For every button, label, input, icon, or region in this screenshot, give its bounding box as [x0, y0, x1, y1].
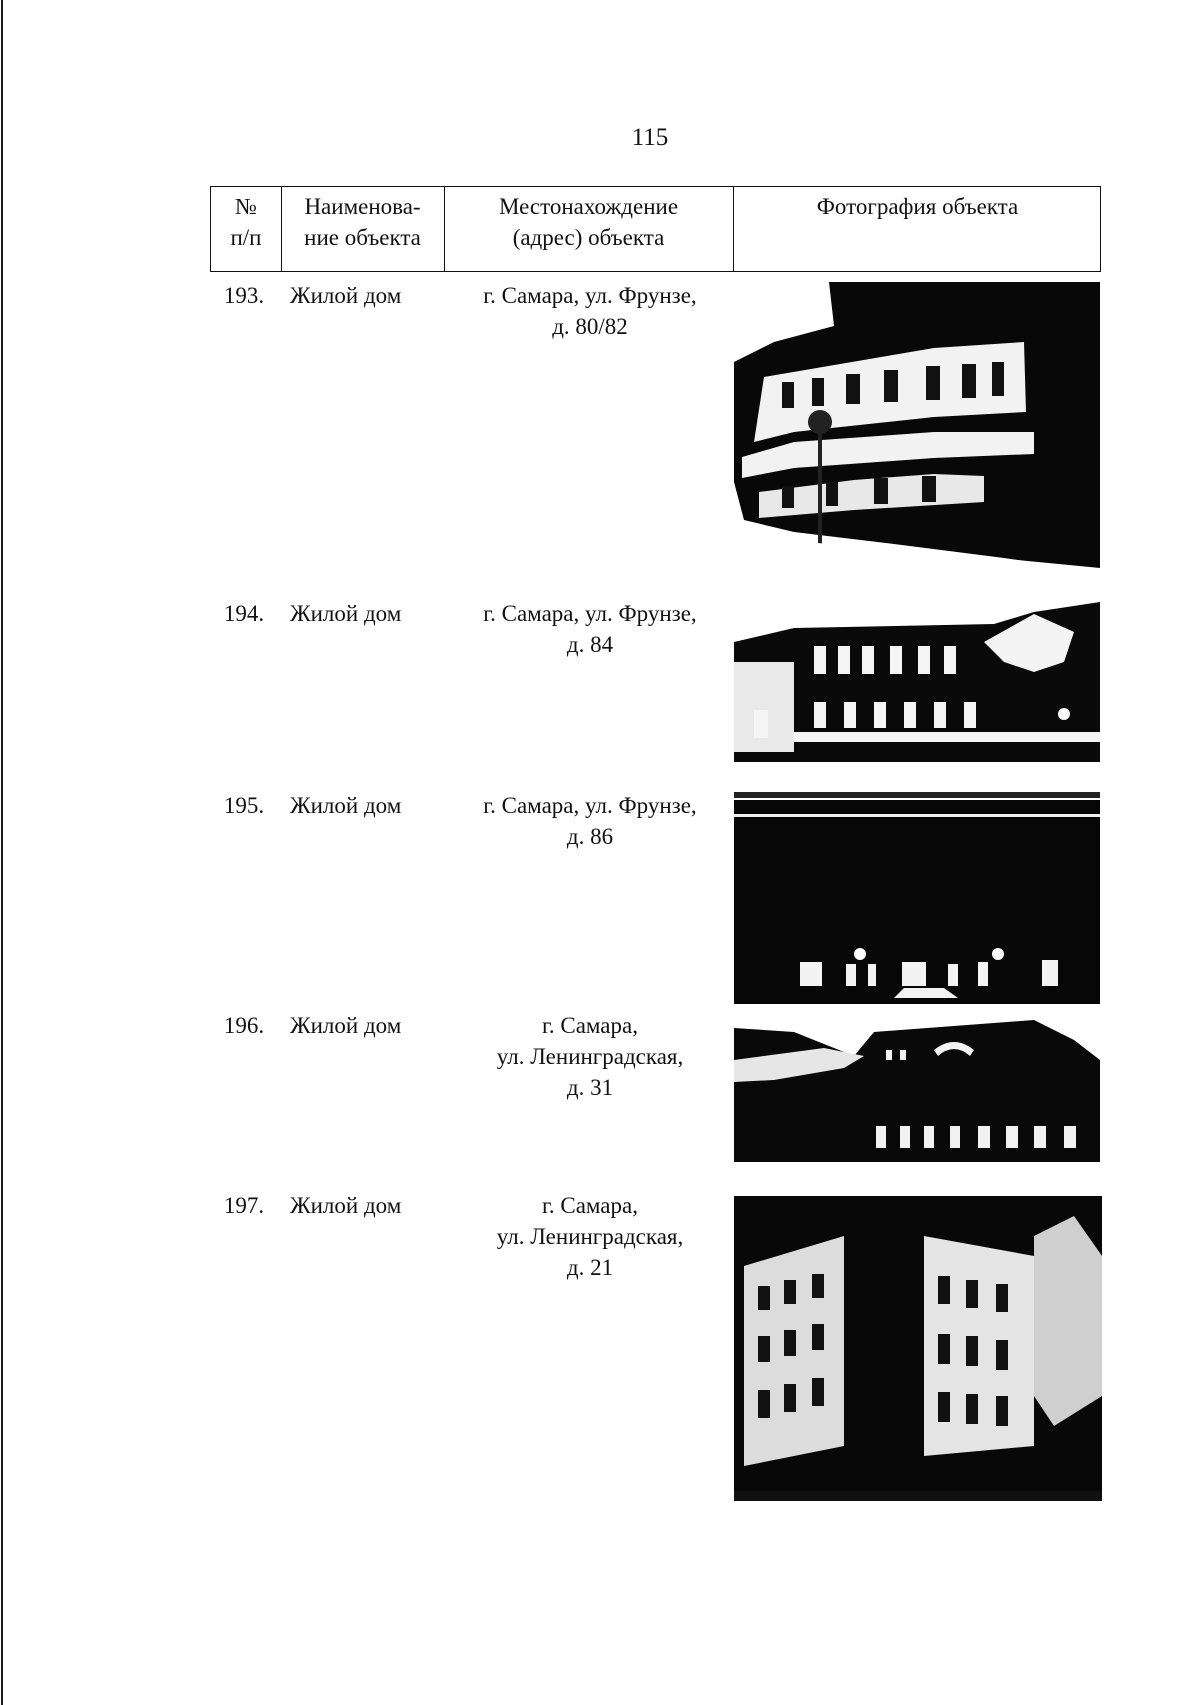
object-name: Жилой дом	[290, 1013, 402, 1038]
object-address	[455, 1010, 725, 1103]
object-name: Жилой дом	[290, 1193, 402, 1218]
row-number: 195.	[223, 793, 265, 818]
address-line: ул. Ленинградская,	[496, 1044, 684, 1069]
object-name: Жилой дом	[290, 283, 402, 308]
object-photo	[734, 282, 1100, 572]
address-line: д. 31	[566, 1075, 614, 1100]
row-number: 193.	[223, 283, 265, 308]
object-photo	[734, 602, 1100, 762]
header-name	[281, 191, 444, 253]
header-photo	[733, 191, 1102, 222]
address-line: ул. Ленинградская,	[496, 1224, 684, 1249]
object-photo	[734, 1196, 1102, 1501]
object-address	[455, 598, 725, 660]
address-line: д. 80/82	[552, 314, 628, 339]
object-name: Жилой дом	[290, 601, 402, 626]
header-address-line: (адрес) объекта	[512, 225, 665, 250]
address-line: г. Самара,	[542, 1193, 638, 1218]
address-line: д. 21	[566, 1255, 614, 1280]
header-num-line: №	[235, 194, 257, 219]
header-photo-line: Фотография объекта	[816, 194, 1019, 219]
row-number: 196.	[223, 1013, 265, 1038]
address-line: г. Самара, ул. Фрунзе,	[483, 283, 697, 308]
object-address	[455, 1190, 725, 1283]
header-num-line: п/п	[230, 225, 262, 250]
address-line: г. Самара,	[542, 1013, 638, 1038]
address-line: г. Самара, ул. Фрунзе,	[483, 601, 697, 626]
object-name: Жилой дом	[290, 793, 402, 818]
object-photo	[734, 792, 1100, 1004]
address-line: д. 84	[566, 632, 614, 657]
header-num	[211, 191, 281, 253]
header-address-line: Местонахождение	[498, 194, 679, 219]
address-line: д. 86	[566, 824, 614, 849]
table-header	[210, 186, 1101, 272]
object-address	[455, 790, 725, 852]
header-address	[444, 191, 733, 253]
row-number: 194.	[223, 601, 265, 626]
header-name-line: ние объекта	[304, 225, 421, 250]
object-photo	[734, 1020, 1100, 1162]
object-address	[455, 280, 725, 342]
address-line: г. Самара, ул. Фрунзе,	[483, 793, 697, 818]
scan-edge-line	[1, 0, 3, 1705]
header-name-line: Наименова-	[304, 194, 421, 219]
page-number: 115	[631, 124, 669, 151]
row-number: 197.	[223, 1193, 265, 1218]
